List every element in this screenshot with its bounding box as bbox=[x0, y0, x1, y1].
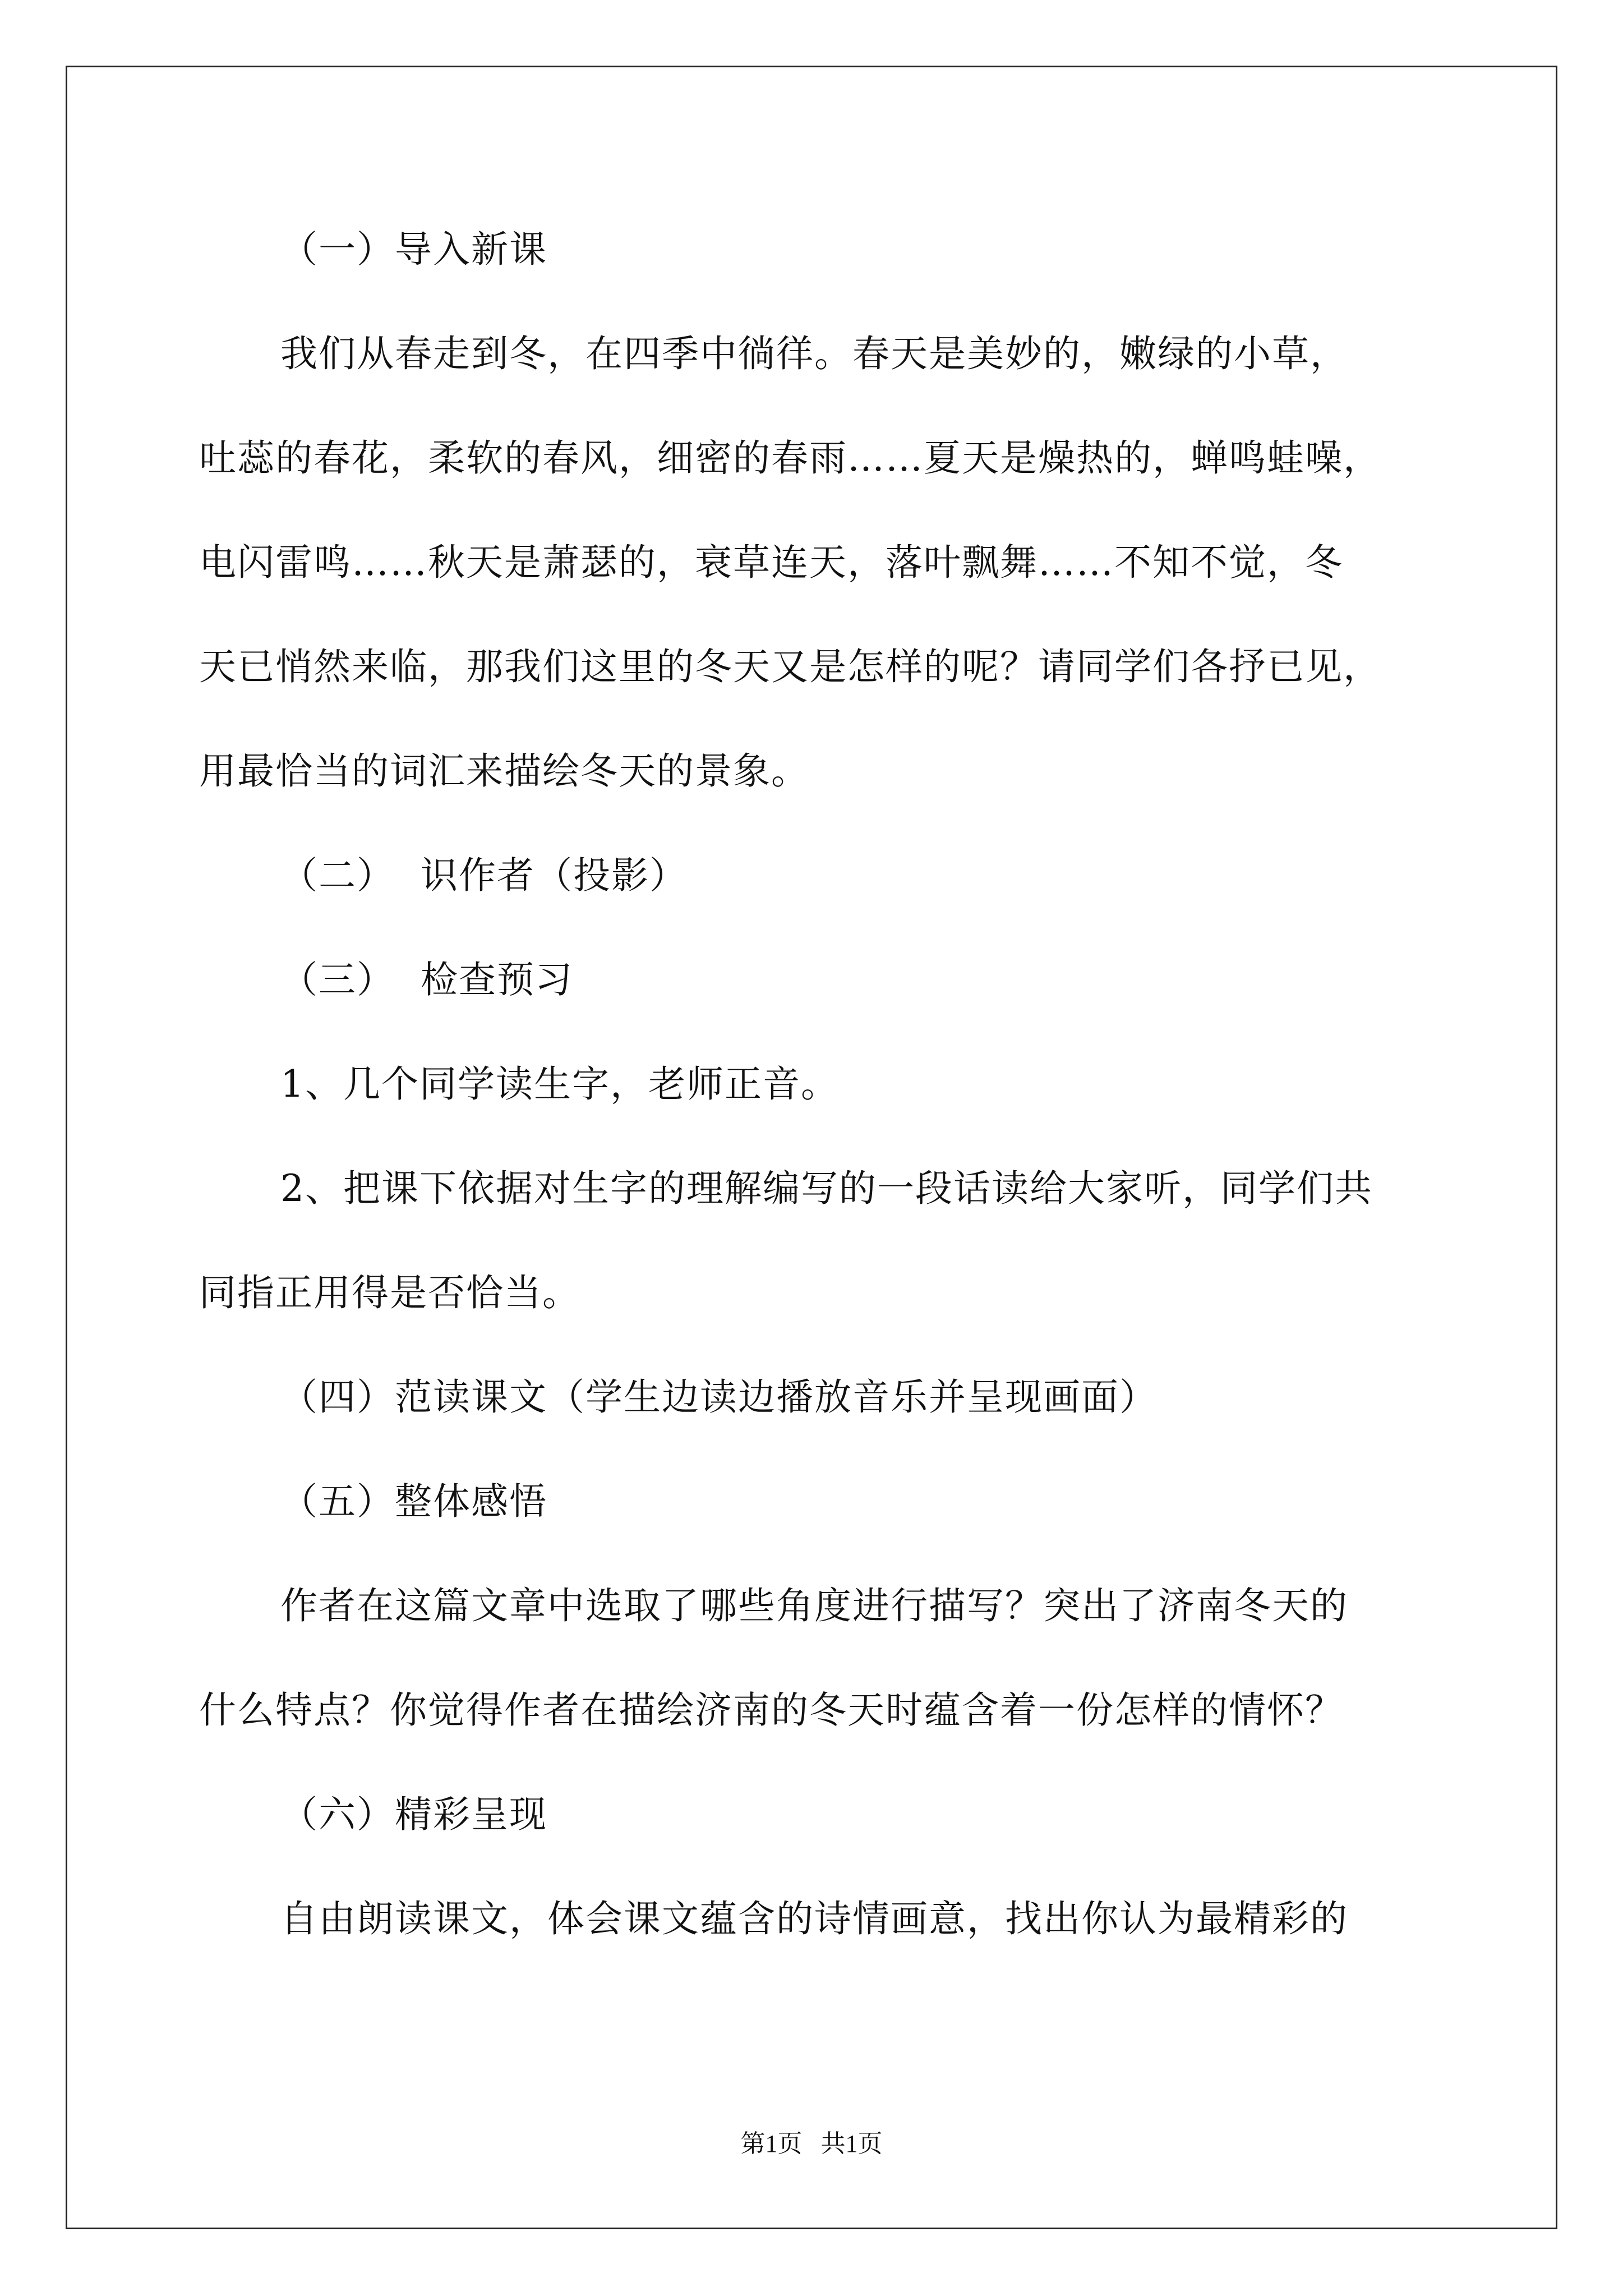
section-heading-5: （五）整体感悟 bbox=[280, 1480, 547, 1523]
paragraph-line: 什么特点？你觉得作者在描绘济南的冬天时蕴含着一份怎样的情怀？ bbox=[199, 1688, 1343, 1732]
list-item-2: 2、把课下依据对生字的理解编写的一段话读给大家听，同学们共 bbox=[280, 1167, 1373, 1210]
section-heading-6: （六）精彩呈现 bbox=[280, 1793, 547, 1836]
list-item-2-continuation: 同指正用得是否恰当。 bbox=[199, 1271, 580, 1314]
paragraph-line: 天已悄然来临，那我们这里的冬天又是怎样的呢？请同学们各抒已见， bbox=[199, 645, 1381, 688]
paragraph-line: 吐蕊的春花，柔软的春风，细密的春雨……夏天是燥热的，蝉鸣蛙噪， bbox=[199, 436, 1381, 480]
list-item-1: 1、几个同学读生字，老师正音。 bbox=[280, 1062, 839, 1106]
section-heading-1: （一）导入新课 bbox=[280, 228, 547, 271]
section-heading-2: （二） 识作者（投影） bbox=[280, 854, 688, 897]
section-heading-4: （四）范读课文（学生边读边播放音乐并呈现画面） bbox=[280, 1375, 1158, 1419]
section-heading-3: （三） 检查预习 bbox=[280, 958, 573, 1001]
paragraph-line: 电闪雷鸣……秋天是萧瑟的，衰草连天，落叶飘舞……不知不觉，冬 bbox=[199, 541, 1343, 584]
page-footer: 第1页 共1页 bbox=[740, 2130, 883, 2157]
paragraph-line: 我们从春走到冬，在四季中徜徉。春天是美妙的，嫩绿的小草， bbox=[280, 332, 1348, 375]
paragraph-line: 用最恰当的词汇来描绘冬天的景象。 bbox=[199, 749, 809, 793]
paragraph-line: 作者在这篇文章中选取了哪些角度进行描写？突出了济南冬天的 bbox=[280, 1584, 1348, 1627]
paragraph-line: 自由朗读课文，体会课文蕴含的诗情画意，找出你认为最精彩的 bbox=[280, 1897, 1348, 1940]
